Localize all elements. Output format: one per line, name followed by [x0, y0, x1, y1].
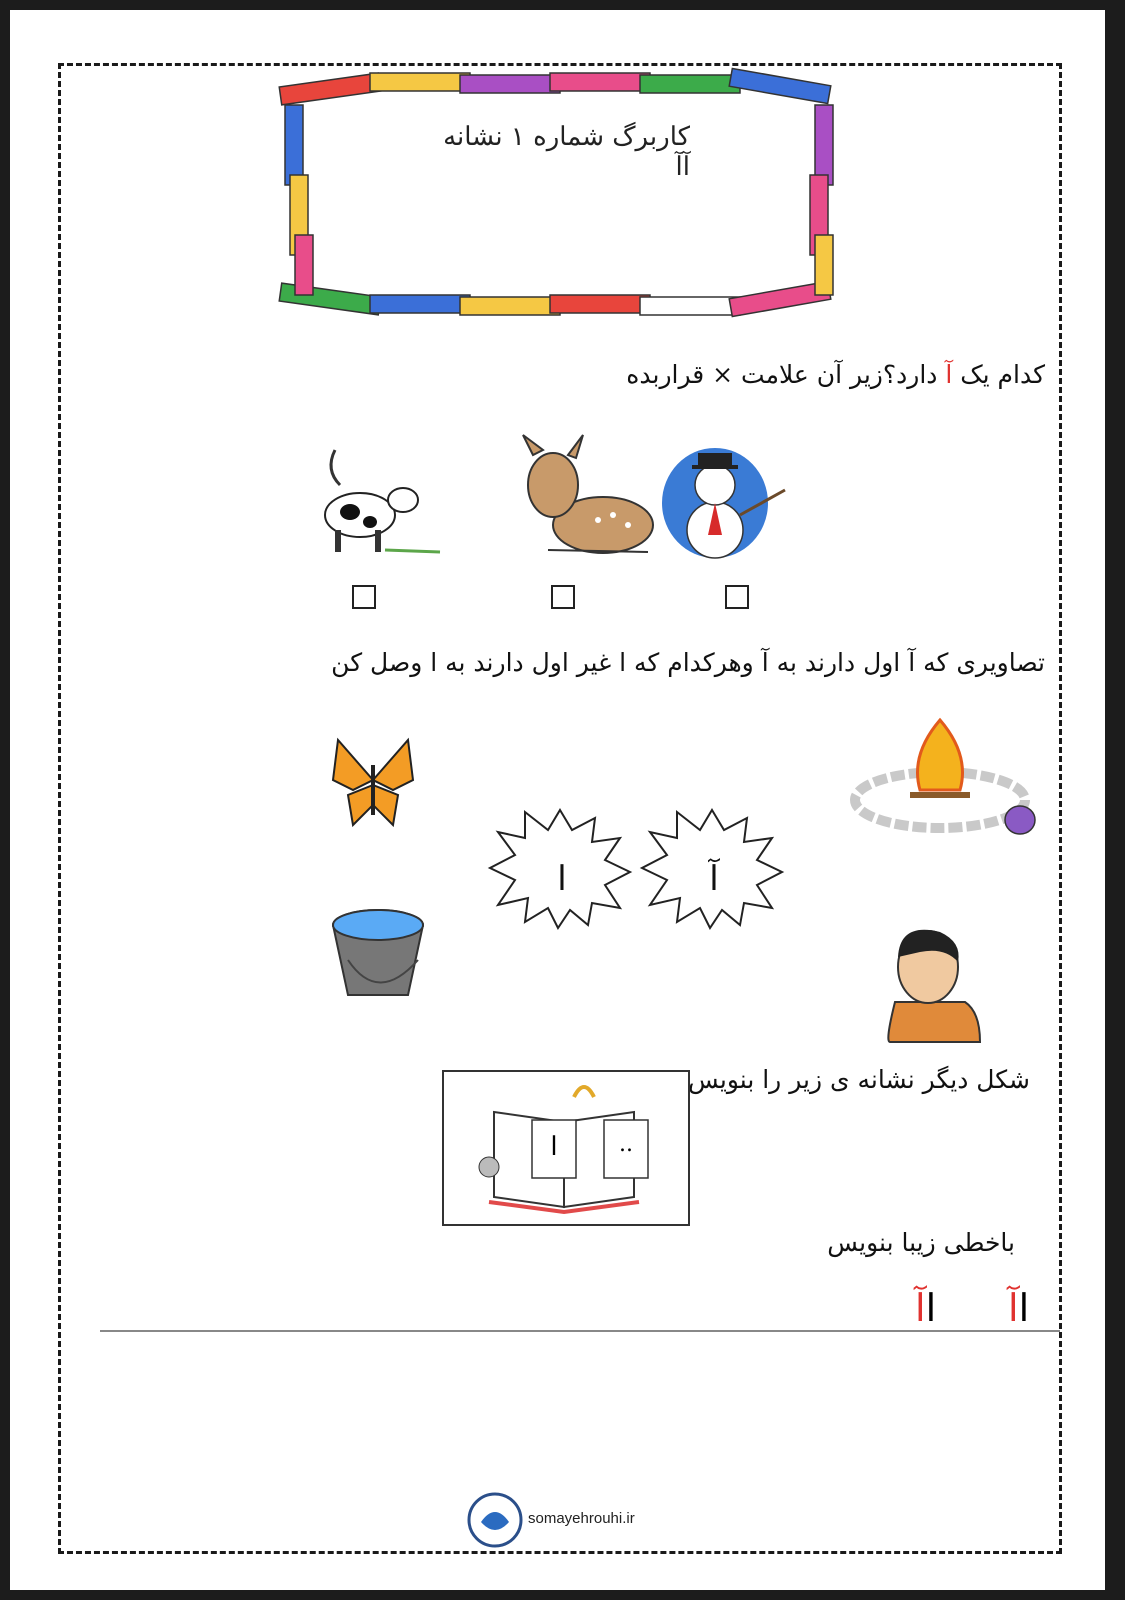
star-right-letter: آ	[709, 859, 719, 899]
man-icon	[880, 922, 990, 1047]
question-1	[626, 360, 1045, 389]
writing-line	[100, 1330, 1060, 1332]
star-left-letter: ا	[557, 859, 567, 899]
question-4: باخطی زیبا بنویس	[827, 1228, 1015, 1257]
book-right-letter: ..	[619, 1132, 633, 1157]
checkbox-cow[interactable]	[352, 585, 376, 609]
worksheet-title: کاربرگ شماره ۱ نشانه آآ	[443, 122, 690, 182]
footer-site[interactable]: somayehrouhi.ir	[528, 1510, 635, 1527]
checkbox-deer[interactable]	[551, 585, 575, 609]
q1-letter: آ	[945, 360, 953, 389]
snowman-icon	[660, 445, 800, 560]
trace-2-red: آ	[1008, 1286, 1019, 1330]
cow-icon	[315, 440, 445, 555]
bucket-icon	[328, 900, 428, 1010]
q1-text-post: دارد؟زیر آن علامت × قراربده	[626, 360, 946, 389]
question-3: شکل دیگر نشانه ی زیر را بنویس	[688, 1065, 1030, 1094]
trace-1-red: آ	[915, 1286, 926, 1330]
crayon-frame	[260, 65, 870, 330]
deer-icon	[508, 430, 658, 560]
trace-pair-2	[1008, 1286, 1048, 1330]
star-shapes	[480, 800, 800, 930]
book-box	[442, 1070, 690, 1226]
trace-1-black: ا	[925, 1286, 937, 1330]
question-2: تصاویری که آ اول دارند به آ وهرکدام که ا غیر اول دارند به ا وصل کن	[331, 648, 1045, 677]
book-left-letter: ا	[550, 1132, 558, 1162]
site-logo-icon	[467, 1492, 523, 1548]
q1-text-pre: کدام یک	[952, 360, 1045, 389]
trace-2-black: ا	[1018, 1286, 1030, 1330]
trace-pair-1	[915, 1286, 955, 1330]
butterfly-icon	[328, 735, 418, 830]
worksheet-page	[10, 10, 1105, 1590]
campfire-icon	[850, 715, 1050, 845]
checkbox-snowman[interactable]	[725, 585, 749, 609]
